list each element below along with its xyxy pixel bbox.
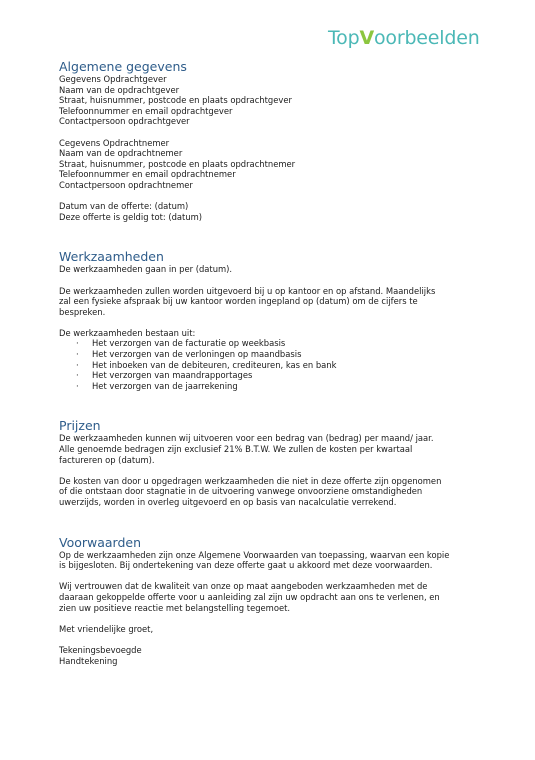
offerte-datum-block — [59, 201, 479, 222]
list-item-text: Het verzorgen van de facturatie op weekbasis — [92, 338, 286, 349]
topvoorbeelden-logo — [328, 26, 480, 50]
werkzaamheden-start — [59, 264, 479, 275]
opdrachtgever-line: Telefoonnummer en email opdrachtgever — [59, 105, 233, 116]
bullet-icon: · — [76, 370, 79, 381]
werkzaamheden-intro — [59, 328, 479, 339]
section-title-algemeen: Algemene gegevens — [59, 59, 187, 74]
opdrachtgever-line: Straat, huisnummer, postcode en plaats opdrachtgever — [59, 95, 292, 106]
logo-prefix: Top — [328, 27, 360, 49]
werkzaamheden-start-line: De werkzaamheden gaan in per (datum). — [59, 264, 233, 275]
logo-suffix: oorbeelden — [373, 27, 480, 49]
opdrachtgever-block — [59, 74, 479, 127]
meerwerk-line: uwerzijds, worden in overleg uitgevoerd en op basis van nacalculatie verrekend. — [59, 497, 397, 507]
groet — [59, 624, 479, 635]
opdrachtnemer-block — [59, 138, 479, 191]
uitvoering-line: De werkzaamheden zullen worden uitgevoerd bij u op kantoor en op afstand. Maandelijks — [59, 285, 436, 296]
opdrachtnemer-line: Telefoonnummer en email opdrachtnemer — [59, 169, 236, 180]
bullet-icon: · — [76, 359, 79, 370]
bullet-icon: · — [76, 349, 79, 360]
opdrachtnemer-line: Naam van de opdrachtnemer — [59, 148, 183, 159]
uitvoering-line: bespreken. — [59, 306, 106, 317]
groet-line: Met vriendelijke groet, — [59, 623, 154, 634]
werkzaamheden-list — [59, 338, 479, 391]
list-item-text: Het verzorgen van de jaarrekening — [92, 380, 238, 391]
offerte-geldig-line: Deze offerte is geldig tot: (datum) — [59, 211, 203, 222]
opdrachtgever-line: Gegevens Opdrachtgever — [59, 74, 167, 84]
opdrachtnemer-line: Contactpersoon opdrachtnemer — [59, 179, 193, 190]
prijzen-bedrag — [59, 433, 479, 465]
list-item-text: Het verzorgen van de verloningen op maandbasis — [92, 349, 302, 360]
ondertekening-block — [59, 645, 479, 666]
meerwerk-line: of die ontstaan door stagnatie in de uitvoering vanwege onvoorziene omstandigheden — [59, 486, 423, 497]
bullet-icon: · — [76, 338, 79, 349]
voorwaarden-line: is bijgesloten. Bij ondertekening van deze offerte gaat u akkoord met deze voorwaarden. — [59, 560, 433, 571]
list-item — [59, 349, 479, 360]
list-item — [59, 381, 479, 392]
opdrachtgever-line: Contactpersoon opdrachtgever — [59, 116, 190, 127]
prijzen-line: factureren op (datum). — [59, 454, 155, 465]
voorwaarden-line: Op de werkzaamheden zijn onze Algemene Voorwaarden van toepassing, waarvan een kopie — [59, 549, 450, 560]
uitvoering-line: zal een fysieke afspraak bij uw kantoor worden ingepland op (datum) om de cijfers te — [59, 296, 418, 307]
bullet-icon: · — [76, 380, 79, 391]
werkzaamheden-intro-line: De werkzaamheden bestaan uit: — [59, 327, 196, 338]
document-page — [59, 59, 479, 666]
offerte-datum-line: Datum van de offerte: (datum) — [59, 201, 189, 212]
vertrouwen-line: Wij vertrouwen dat de kwaliteit van onze op maat aangeboden werkzaamheden met de — [59, 581, 428, 592]
voorwaarden-vertrouwen — [59, 581, 479, 613]
voorwaarden-algemeen — [59, 550, 479, 571]
handtekening-line: Handtekening — [59, 655, 118, 666]
list-item — [59, 370, 479, 381]
vertrouwen-line: zien uw positieve reactie met belangstelling tegemoet. — [59, 602, 291, 613]
werkzaamheden-uitvoering — [59, 286, 479, 318]
list-item — [59, 360, 479, 371]
opdrachtnemer-line: Cegevens Opdrachtnemer — [59, 137, 170, 148]
section-title-prijzen: Prijzen — [59, 418, 101, 434]
prijzen-line: De werkzaamheden kunnen wij uitvoeren voor een bedrag van (bedrag) per maand/ jaar. — [59, 433, 434, 444]
meerwerk-line: De kosten van door u opgedragen werkzaamheden die niet in deze offerte zijn opgenomen — [59, 475, 442, 486]
logo-v-mark: V — [359, 27, 374, 49]
opdrachtgever-line: Naam van de opdrachtgever — [59, 84, 180, 95]
list-item-text: Het inboeken van de debiteuren, crediteuren, kas en bank — [92, 359, 337, 370]
opdrachtnemer-line: Straat, huisnummer, postcode en plaats opdrachtnemer — [59, 158, 296, 169]
prijzen-line: Alle genoemde bedragen zijn exclusief 21% B.T.W. We zullen de kosten per kwartaal — [59, 444, 413, 455]
list-item-text: Het verzorgen van maandrapportages — [92, 370, 253, 381]
section-title-werkzaamheden: Werkzaamheden — [59, 249, 164, 265]
section-title-voorwaarden: Voorwaarden — [59, 534, 142, 550]
tekeningsbevoegde-line: Tekeningsbevoegde — [59, 644, 142, 655]
prijzen-meerwerk — [59, 476, 479, 508]
list-item — [59, 338, 479, 349]
vertrouwen-line: daaraan gekoppelde offerte voor u aanleiding zal zijn uw opdracht aan ons te verlenen, en — [59, 591, 440, 602]
